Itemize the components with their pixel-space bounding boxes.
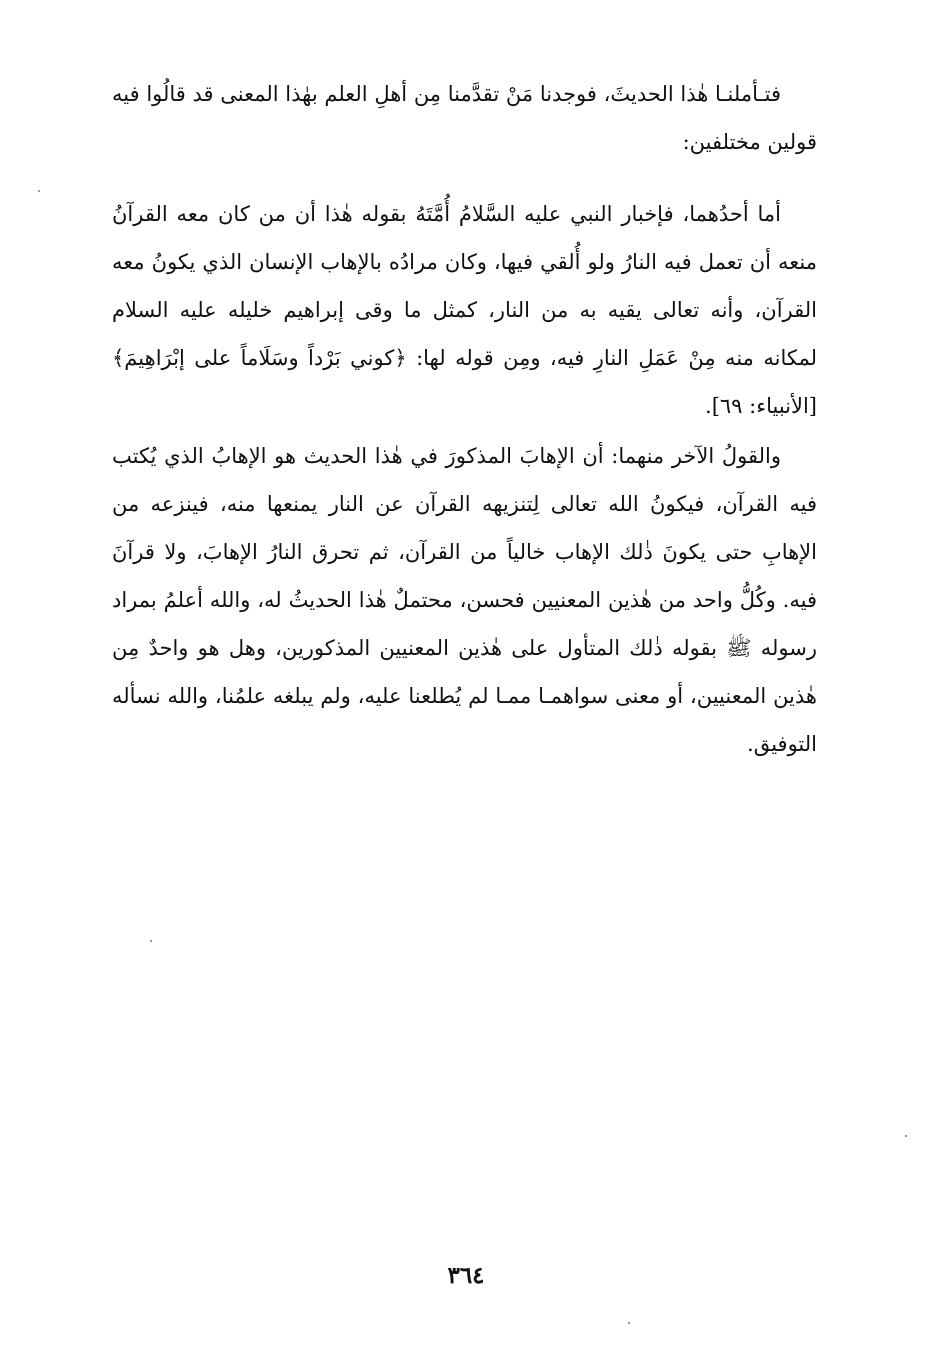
paragraph-2-container — [112, 190, 817, 430]
scan-speck — [628, 1322, 630, 1324]
paragraph-2: أما أحدُهما، فإخبار النبي عليه السَّلامُ أُمَّتَهُ بقوله هٰذا أن من كان معه القرآنُ منعه أن تعمل فيه النارُ ولو أُلقي فيها، وكان مرادُه بالإهاب الإنسان الذي يكونُ معه القرآن، وأنه تعالى يقيه به من النار، كمثل ما وقى إبراهيم خليله عليه السلام لمكانه منه مِنْ عَمَلِ النارِ فيه، ومِن قوله لها: ﴿كوني بَرْداً وسَلَاماً على إبْرَاهِيمَ﴾[الأنبياء: ٦٩]. — [112, 202, 817, 418]
page-number: ٣٦٤ — [447, 1262, 485, 1289]
paragraph-1-container — [112, 70, 817, 166]
scan-speck — [905, 1135, 907, 1137]
scan-speck — [150, 940, 152, 942]
paragraph-3-container — [112, 432, 817, 768]
scan-speck — [38, 190, 40, 192]
paragraph-1: فتـأملنـا هٰذا الحديثَ، فوجدنا مَنْ تقدَّمنا مِن أهلِ العلم بهٰذا المعنى قد قالُوا فيه قولين مختلفين: — [112, 82, 817, 154]
paragraph-3: والقولُ الآخر منهما: أن الإهابَ المذكورَ في هٰذا الحديث هو الإهابُ الذي يُكتب فيه القرآن، فيكونُ الله تعالى لِتنزيهه القرآن عن النار يمنعها منه، فينزعه من الإهابِ حتى يكونَ ذٰلك الإهاب خالياً من القرآن، ثم تحرق النارُ الإهابَ، ولا قرآنَ فيه. وكُلُّ واحد من هٰذين المعنيين فحسن، محتملٌ هٰذا الحديثُ له، والله أعلمُ بمراد رسوله ﷺ بقوله ذٰلك المتأول على هٰذين المعنيين المذكورين، وهل هو واحدٌ مِن هٰذين المعنيين، أو معنى سواهمـا ممـا لم يُطلعنا عليه، ولم يبلغه علمُنا، والله نسأله التوفيق. — [112, 444, 817, 756]
